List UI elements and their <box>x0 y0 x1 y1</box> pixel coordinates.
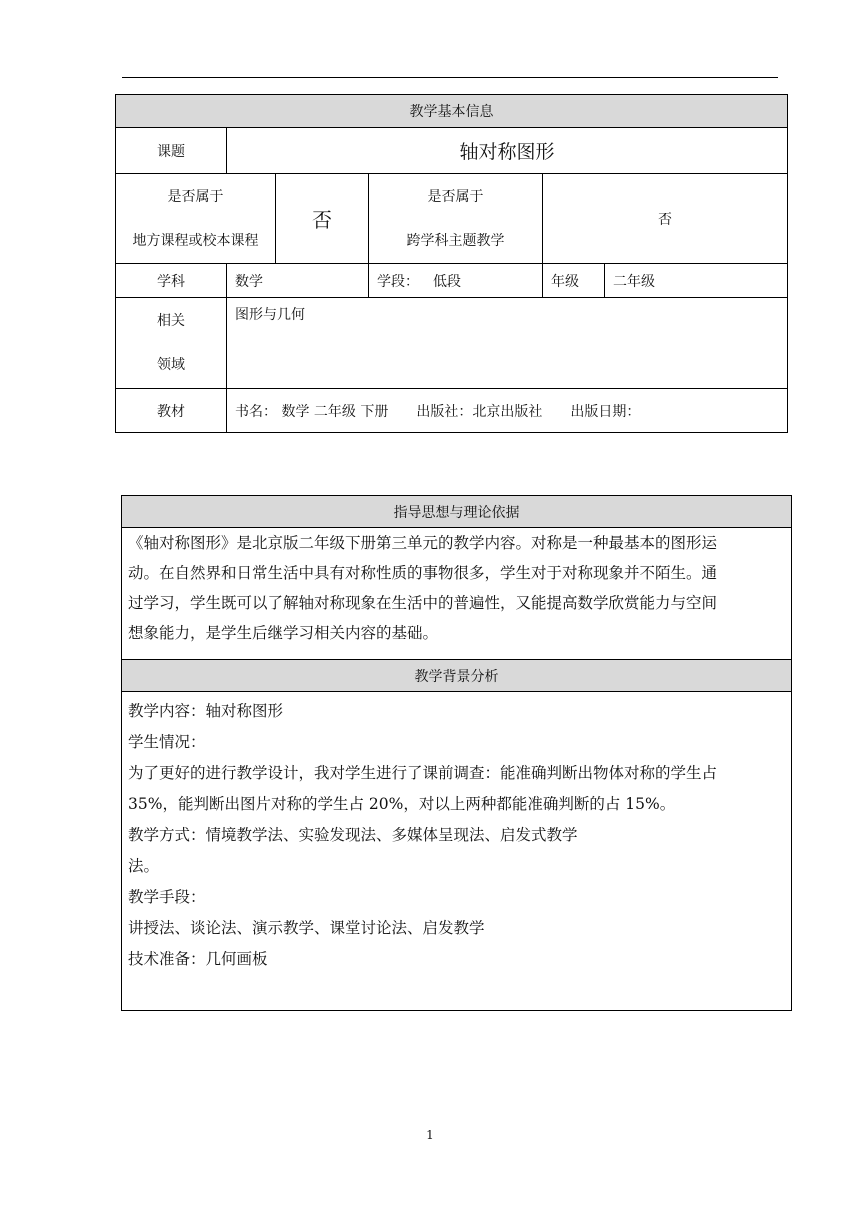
local-course-label <box>116 174 276 264</box>
stage-cell <box>369 264 543 298</box>
stage-value: 低段 <box>433 273 461 290</box>
background-body <box>122 692 792 1011</box>
field-label-line1: 相关 <box>157 313 185 329</box>
guidance-header: 指导思想与理论依据 <box>122 496 792 528</box>
background-line: 法。 <box>128 857 160 875</box>
cross-subject-label <box>369 174 543 264</box>
local-course-label-line1: 是否属于 <box>167 188 224 205</box>
field-label-line2: 领域 <box>157 357 185 373</box>
guidance-line: 动。在自然界和日常生活中具有对称性质的事物很多，学生对于对称现象并不陌生。通 <box>128 564 718 582</box>
guidance-line: 想象能力，是学生后继学习相关内容的基础。 <box>128 624 439 642</box>
topic-label: 课题 <box>116 128 227 174</box>
local-course-value: 否 <box>276 174 369 264</box>
cross-subject-label-line1: 是否属于 <box>427 188 484 205</box>
guidance-body <box>122 528 792 660</box>
background-line: 讲授法、谈论法、演示教学、课堂讨论法、启发教学 <box>128 919 485 937</box>
stage-label: 学段： <box>377 273 419 290</box>
page-number: 1 <box>426 1128 434 1142</box>
topic-value: 轴对称图形 <box>227 128 788 174</box>
guidance-line: 过学习，学生既可以了解轴对称现象在生活中的普遍性，又能提高数学欣赏能力与空间 <box>128 594 718 612</box>
background-line: 技术准备：几何画板 <box>128 950 268 968</box>
background-line: 教学内容：轴对称图形 <box>128 702 284 720</box>
analysis-table <box>121 495 792 1011</box>
textbook-label: 教材 <box>116 389 227 433</box>
grade-value: 二年级 <box>605 264 788 298</box>
background-line: 为了更好的进行教学设计，我对学生进行了课前调查：能准确判断出物体对称的学生占 <box>128 764 718 782</box>
background-line: 35%，能判断出图片对称的学生占 20%，对以上两种都能准确判断的占 15%。 <box>128 795 676 813</box>
grade-label: 年级 <box>543 264 605 298</box>
field-value: 图形与几何 <box>227 298 788 389</box>
local-course-label-line2: 地方课程或校本课程 <box>132 232 259 249</box>
background-line: 教学手段： <box>128 888 206 906</box>
background-header: 教学背景分析 <box>122 660 792 692</box>
field-label <box>116 298 227 389</box>
background-line: 教学方式：情境教学法、实验发现法、多媒体呈现法、启发式教学 <box>128 826 578 844</box>
subject-value: 数学 <box>227 264 369 298</box>
textbook-value: 书名： 数学 二年级 下册 出版社：北京出版社 出版日期： <box>227 389 788 433</box>
cross-subject-value: 否 <box>543 174 788 264</box>
header-rule <box>122 77 778 78</box>
basic-info-header: 教学基本信息 <box>116 95 788 128</box>
cross-subject-label-line2: 跨学科主题教学 <box>406 232 505 249</box>
subject-label: 学科 <box>116 264 227 298</box>
guidance-line: 《轴对称图形》是北京版二年级下册第三单元的教学内容。对称是一种最基本的图形运 <box>128 534 718 552</box>
background-line: 学生情况： <box>128 733 206 751</box>
basic-info-table <box>115 94 788 433</box>
